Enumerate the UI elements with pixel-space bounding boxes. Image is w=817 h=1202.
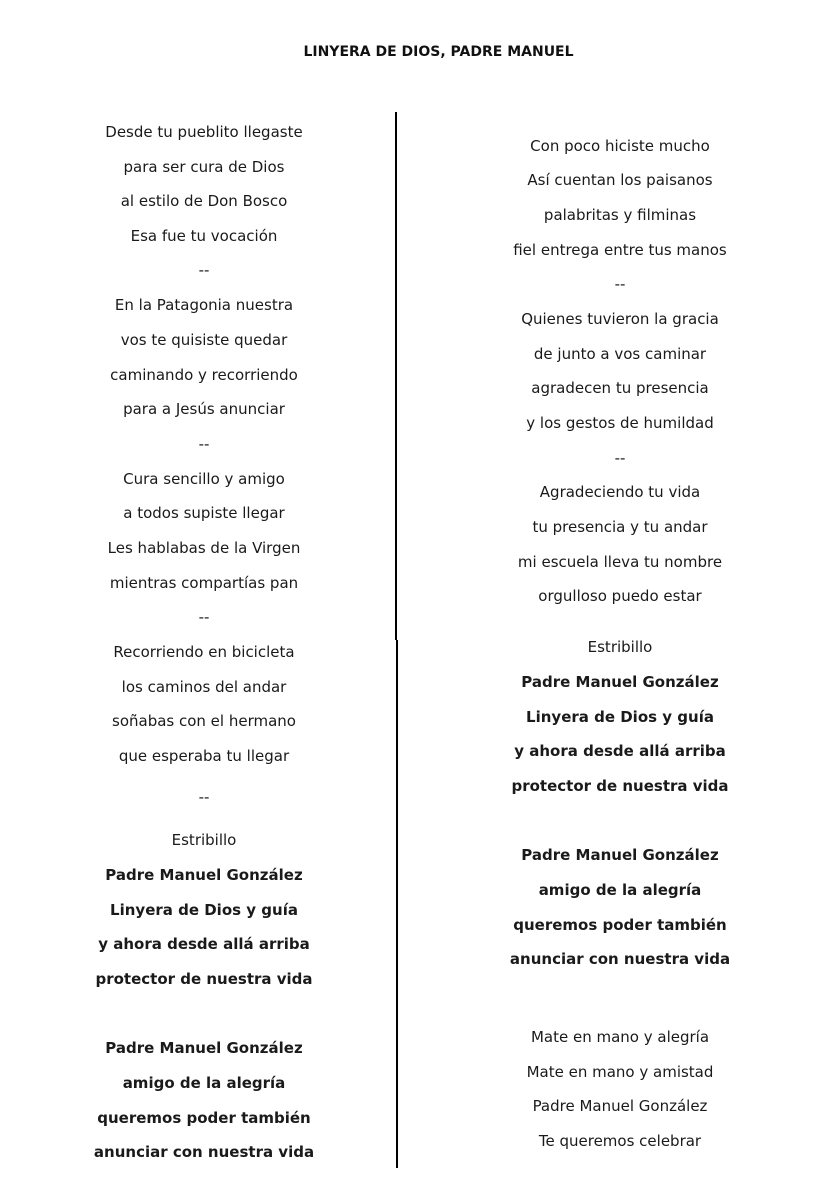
lyric-line: En la Patagonia nuestra xyxy=(114,296,294,314)
lyric-line: Con poco hiciste mucho xyxy=(530,137,710,155)
lyric-line: los caminos del andar xyxy=(121,678,287,696)
lyric-line: Te queremos celebrar xyxy=(538,1132,702,1150)
chorus-line: y ahora desde allá arriba xyxy=(98,935,310,953)
lyric-line: Agradeciendo tu vida xyxy=(539,483,701,501)
column-divider xyxy=(395,112,397,640)
chorus-line: anunciar con nuestra vida xyxy=(509,950,731,968)
column-divider xyxy=(396,640,398,1168)
chorus-line: protector de nuestra vida xyxy=(511,777,729,795)
lyric-line: Mate en mano y amistad xyxy=(526,1063,714,1081)
lyric-line: fiel entrega entre tus manos xyxy=(513,241,727,259)
lyric-line: a todos supiste llegar xyxy=(123,504,285,522)
stanza-separator: -- xyxy=(614,275,626,293)
chorus-line: amigo de la alegría xyxy=(538,881,702,899)
chorus-line: Padre Manuel González xyxy=(521,673,719,691)
chorus-line: Padre Manuel González xyxy=(105,866,303,884)
stanza-separator: -- xyxy=(198,261,210,279)
lyric-line: para a Jesús anunciar xyxy=(123,400,285,418)
lyric-line: soñabas con el hermano xyxy=(112,712,296,730)
lyric-line: de junto a vos caminar xyxy=(533,345,707,363)
lyric-line: tu presencia y tu andar xyxy=(532,518,708,536)
lyric-line: vos te quisiste quedar xyxy=(120,331,288,349)
lyric-line: palabritas y filminas xyxy=(543,206,697,224)
lyric-line: Recorriendo en bicicleta xyxy=(113,643,295,661)
lyric-line: Estribillo xyxy=(171,831,237,849)
stanza-separator: -- xyxy=(614,449,626,467)
chorus-line: Padre Manuel González xyxy=(521,846,719,864)
lyric-line: y los gestos de humildad xyxy=(526,414,714,432)
lyric-line: Les hablabas de la Virgen xyxy=(107,539,301,557)
lyric-line: Mate en mano y alegría xyxy=(530,1028,710,1046)
lyric-line: caminando y recorriendo xyxy=(110,366,298,384)
stanza-separator: -- xyxy=(198,435,210,453)
lyric-line: Estribillo xyxy=(587,638,653,656)
chorus-line: Linyera de Dios y guía xyxy=(110,901,298,919)
lyric-line: Así cuentan los paisanos xyxy=(527,171,713,189)
chorus-line: Linyera de Dios y guía xyxy=(526,708,714,726)
chorus-line: protector de nuestra vida xyxy=(95,970,313,988)
lyric-line: mi escuela lleva tu nombre xyxy=(517,553,723,571)
lyric-line: Padre Manuel González xyxy=(532,1097,708,1115)
lyric-line: al estilo de Don Bosco xyxy=(120,192,288,210)
lyric-line: mientras compartías pan xyxy=(109,574,299,592)
chorus-line: anunciar con nuestra vida xyxy=(93,1143,315,1161)
lyric-line: para ser cura de Dios xyxy=(123,158,285,176)
chorus-line: amigo de la alegría xyxy=(122,1074,286,1092)
lyric-line: que esperaba tu llegar xyxy=(118,747,290,765)
lyric-line: Desde tu pueblito llegaste xyxy=(105,123,303,141)
lyric-line: Cura sencillo y amigo xyxy=(123,470,285,488)
chorus-line: Padre Manuel González xyxy=(105,1039,303,1057)
chorus-line: queremos poder también xyxy=(513,916,727,934)
chorus-line: queremos poder también xyxy=(97,1109,311,1127)
lyric-line: Quienes tuvieron la gracia xyxy=(521,310,719,328)
page-title: LINYERA DE DIOS, PADRE MANUEL xyxy=(303,44,574,60)
lyric-line: orgulloso puedo estar xyxy=(538,587,702,605)
lyric-line: Esa fue tu vocación xyxy=(130,227,278,245)
lyric-line: agradecen tu presencia xyxy=(531,379,709,397)
stanza-separator: -- xyxy=(198,608,210,626)
chorus-line: y ahora desde allá arriba xyxy=(514,742,726,760)
stanza-separator: -- xyxy=(198,788,210,806)
